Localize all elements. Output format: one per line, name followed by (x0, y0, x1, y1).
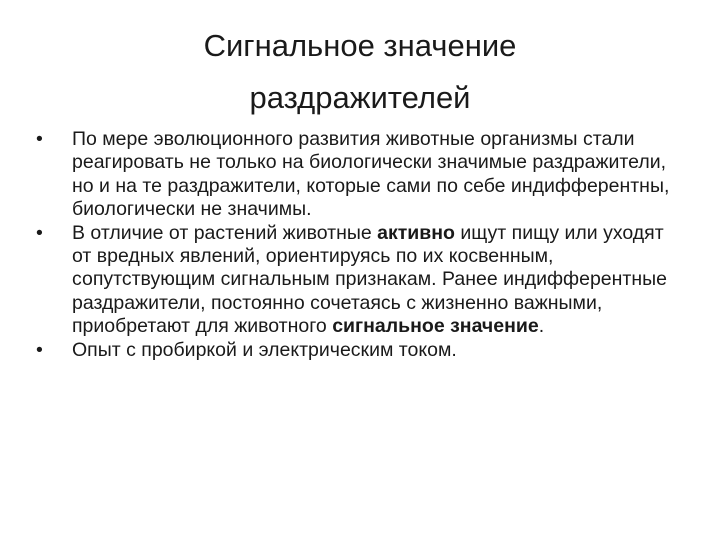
bullet-item-2 (36, 222, 686, 339)
bullet-dot-icon: • (36, 128, 43, 150)
bullet-text-2-part-1: В отличие от растений животные (72, 221, 378, 244)
slide-title-line-1: Сигнальное значение (203, 28, 517, 63)
bullet-dot-icon: • (36, 221, 43, 244)
bullet-dot-icon: • (36, 338, 43, 361)
bullet-text-2-bold-2: сигнальное значение (332, 315, 539, 338)
bullet-item-1 (36, 128, 686, 222)
bullet-text-2-bold-1: активно (377, 221, 455, 244)
slide-title-line-2: раздражителей (249, 80, 471, 115)
bullet-list (36, 128, 686, 362)
bullet-text-2-part-2: ищут пищу или уходят от вредных явлений, ориентируясь по их косвенным, сопутствующим сигнальным признакам. Ранее индифферентные раздражители, постоянно сочетаясь с жизненно важными, приобретают для животного (72, 221, 667, 338)
bullet-text-2-part-3: . (538, 315, 545, 338)
bullet-text-1: По мере эволюционного развития животные организмы стали реагировать не только на биологически значимые раздражители, но и на те раздражители, которые сами по себе индифферентны, биологически не значимы. (72, 128, 670, 221)
bullet-item-3 (36, 339, 686, 362)
slide-title (60, 20, 660, 124)
bullet-text-3: Опыт с пробиркой и электрическим током. (72, 338, 457, 361)
